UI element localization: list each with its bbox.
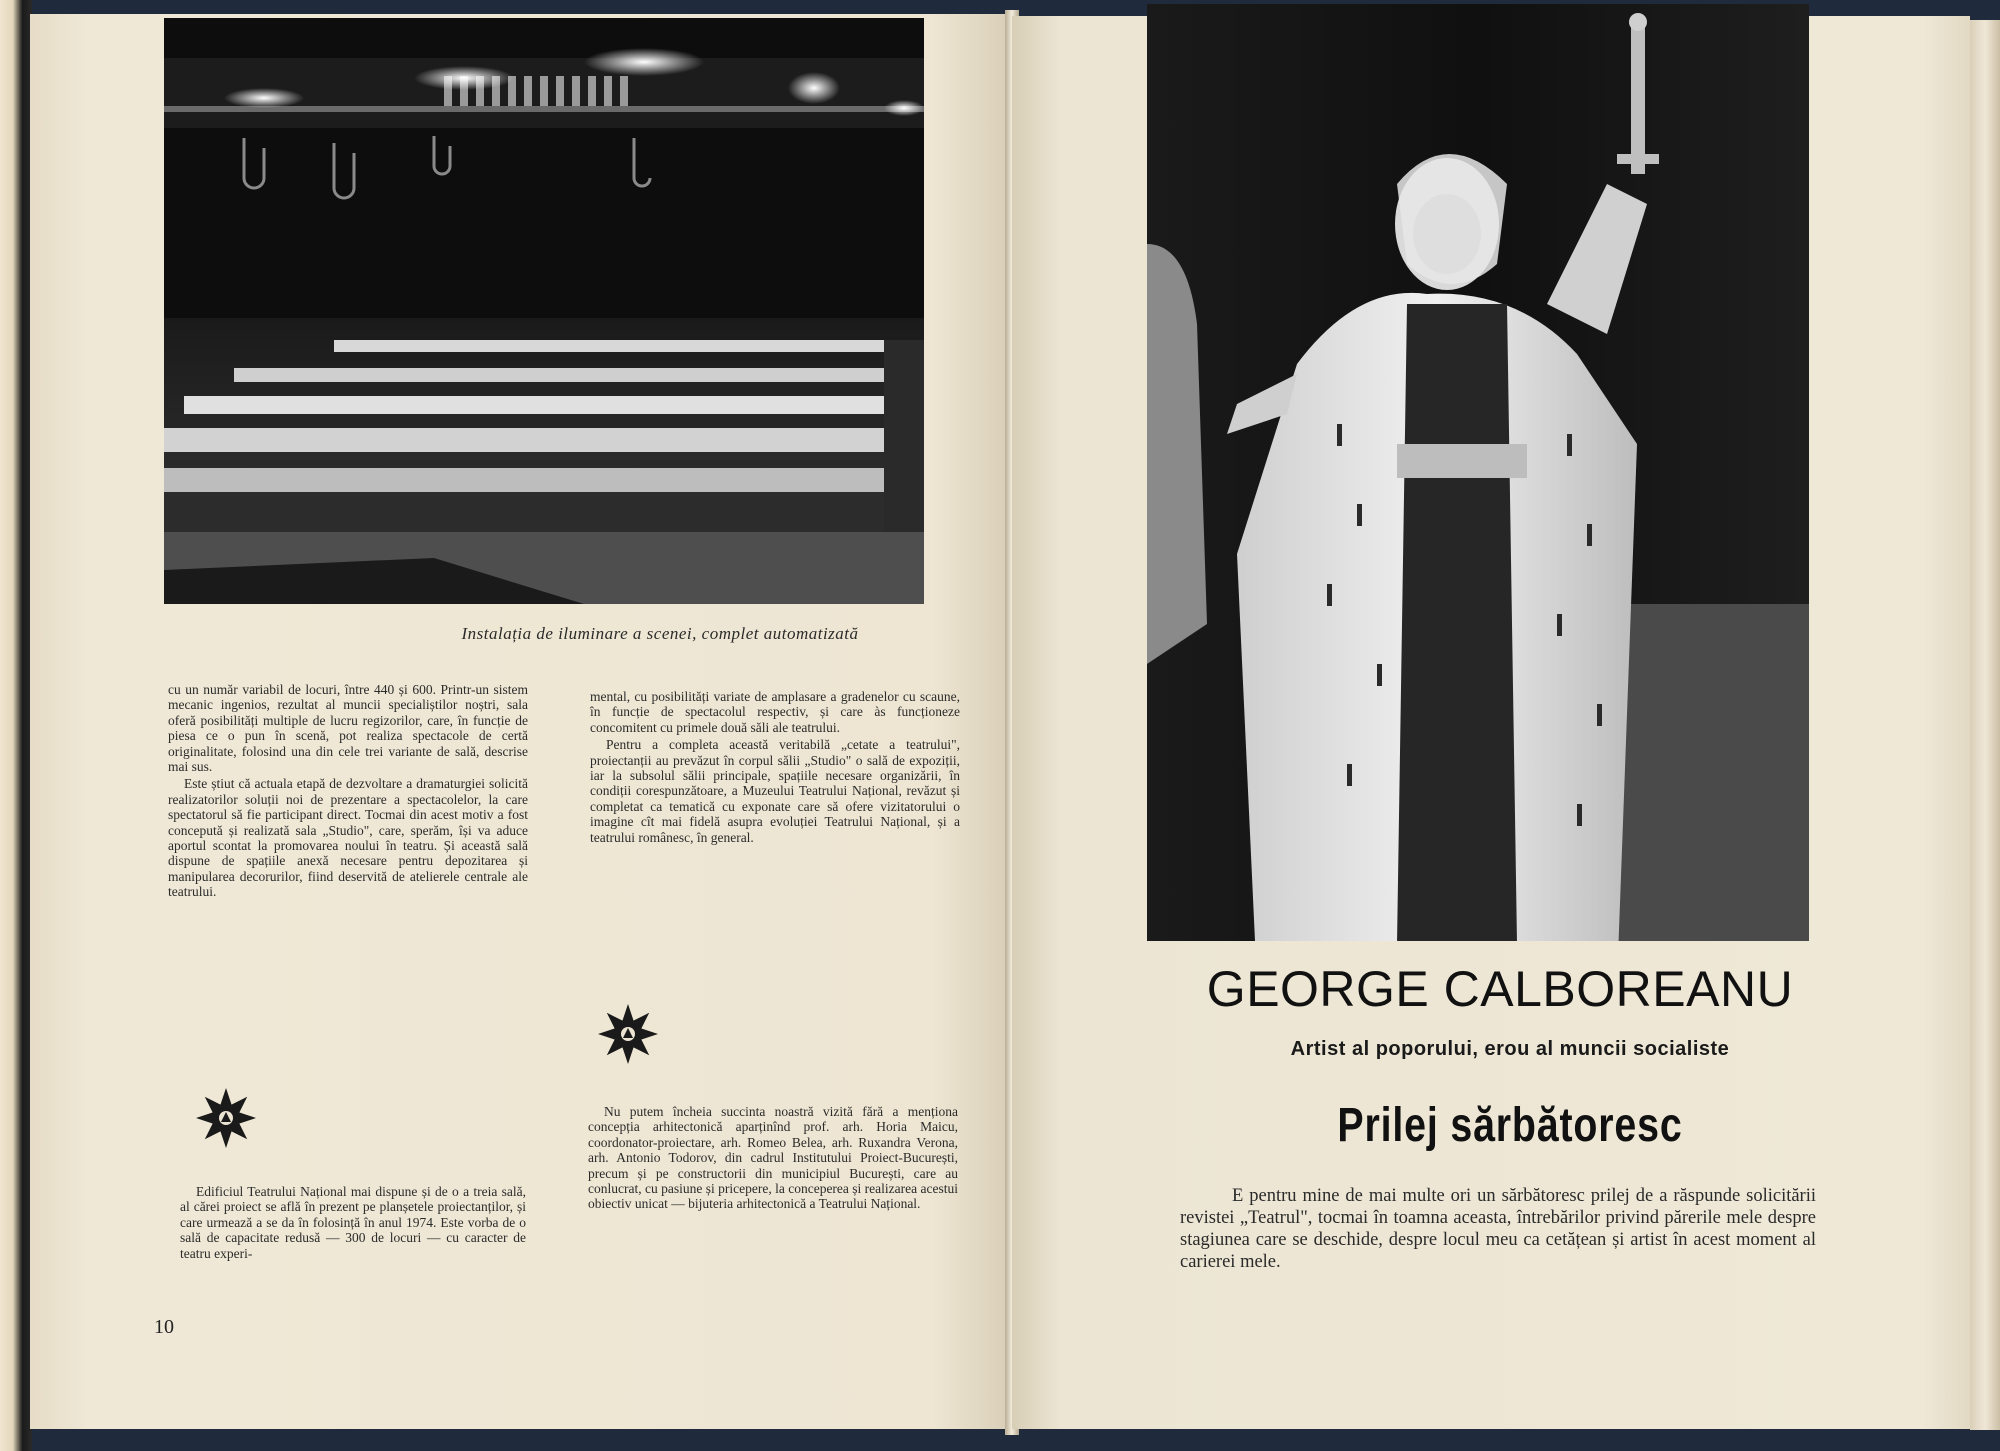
star-flower-ornament-icon xyxy=(596,1002,660,1066)
stage-photo-image xyxy=(164,18,924,604)
article-subtitle: Artist al poporului, erou al muncii socialiste xyxy=(1290,1038,1730,1060)
paragraph: cu un număr variabil de locuri, între 440 și 600. Printr-un sistem mecanic ingenios, rezultat al muncii specialiștilor noștri, sala oferă posibilități multiple de lucru regizorilor, care, în funcție de piesa ce o pun în scenă, pot realiza spectacole de certă originalitate, folosind una din cele trei variante de sală, descrise mai sus. xyxy=(168,682,528,775)
stage-lighting-photo xyxy=(164,18,924,604)
paragraph: Nu putem încheia succinta noastră vizită fără a menționa concepția arhitectonică aparținînd prof. arh. Horia Maicu, coordonator-proiectare, arh. Romeo Belea, arh. Ruxandra Verona, arh. Antonio Todorov, din cadrul Institutului Proiect-București, precum și pe constructorii din municipiul București, care au conlucrat, cu pasiune și pricepere, la conceperea și realizarea acestui obiectiv unicat — bijuteria arhitectonică a Teatrului Național. xyxy=(588,1104,958,1212)
paragraph: Pentru a completa această veritabilă „cetate a teatrului", proiectanții au prevăzut în corpul sălii „Studio" o sală de expoziții, iar la subsolul sălii principale, spațiile necesare organizării, în condiții corespunzătoare, a Muzeului Teatrului Național, revăzut și completat ca tematică cu exponate care să ofere vizitatorului o imagine cît mai fidelă asupra evoluției Teatrului Național, și a teatrului românesc, în general. xyxy=(590,737,960,845)
article-column-1 xyxy=(168,682,528,902)
article-column-4 xyxy=(588,1104,958,1214)
paragraph: mental, cu posibilități variate de amplasare a gradenelor cu scaune, în funcție de spectacolul respectiv, și care às funcționeze concomitent cu primele două săli ale teatrului. xyxy=(590,689,960,735)
article-column-2 xyxy=(590,689,960,847)
actor-portrait-photo xyxy=(1147,4,1809,941)
star-flower-ornament-icon xyxy=(194,1086,258,1150)
article-headline: Prilej sărbătoresc xyxy=(1337,1099,1683,1152)
paragraph: E pentru mine de mai multe ori un sărbătoresc prilej de a răspunde solicitării revistei „Teatrul", tocmai în toamna aceasta, întrebărilor privind părerile mele despre stagiunea care se deschide, despre locul meu ca cetățean și artist în acest moment al carierei mele. xyxy=(1180,1186,1816,1272)
book-cover-edge xyxy=(0,0,32,1451)
page-stack-edge xyxy=(1970,20,2000,1430)
paragraph: Edificiul Teatrului Național mai dispune și de o a treia sală, al cărei proiect se află în prezent pe planșetele proiectanților, și care urmează a se da în folosință în anul 1974. Este vorba de o sală de capacitate redusă — 300 de locuri — cu caracter de teatru experi- xyxy=(180,1184,526,1261)
article-column-3 xyxy=(180,1184,526,1263)
page-number: 10 xyxy=(154,1316,174,1338)
article-person-name: GEORGE CALBOREANU xyxy=(1206,961,1794,1017)
article-intro xyxy=(1180,1185,1816,1273)
photo-caption: Instalația de iluminare a scenei, complet automatizată xyxy=(461,624,859,643)
paragraph: Este știut că actuala etapă de dezvoltare a dramaturgiei solicită realizatorilor soluții noi de prezentare a spectacolelor, la care spectatorul să fie participant direct. Tocmai din acest motiv a fost concepută și realizată sala „Studio", care, sperăm, își va aduce aportul scontat la promovarea noului în teatru. Și această sală dispune de spațiile anexă necesare pentru depozitarea și manipularea decorurilor, fiind deservită de atelierele centrale ale teatrului. xyxy=(168,776,528,900)
left-page xyxy=(30,14,1010,1429)
actor-photo-image xyxy=(1147,4,1809,941)
